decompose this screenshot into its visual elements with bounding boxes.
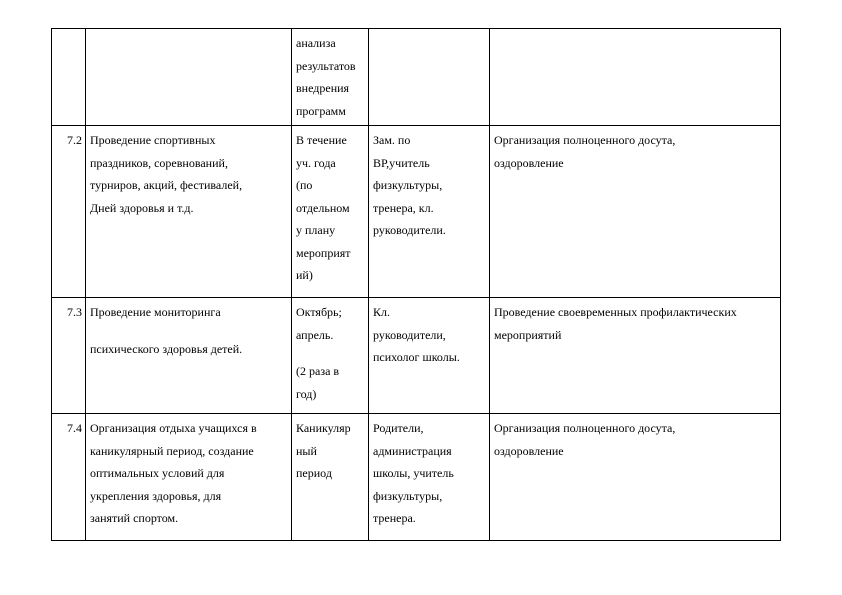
activity-line: Проведение мониторинга <box>90 305 221 319</box>
responsible-line: руководители, <box>373 327 446 342</box>
timing-line: (2 раза в <box>296 364 340 378</box>
result-line: Организация полноценного досута, <box>494 133 676 147</box>
activity-line: Проведение спортивных <box>90 133 216 147</box>
responsible-cell <box>369 414 490 541</box>
timing-line: период <box>296 466 332 480</box>
responsible-line: физкультуры, <box>373 488 443 503</box>
responsible-line: ВР,учитель <box>373 155 430 170</box>
activity-cell <box>86 298 292 414</box>
timing-line: (по <box>296 178 313 192</box>
timing-line: апрель. <box>296 327 334 342</box>
responsible-line: тренера, кл. <box>373 200 434 215</box>
result-line: Проведение своевременных профилактических <box>494 305 737 319</box>
row-number-cell <box>52 414 86 541</box>
timing-line: Октябрь; <box>296 305 342 319</box>
activity-line: занятий спортом. <box>90 511 179 525</box>
responsible-line: тренера. <box>373 511 416 525</box>
timing-line: программ <box>296 103 346 118</box>
responsible-line: Зам. по <box>373 133 411 147</box>
result-line: оздоровление <box>494 443 564 458</box>
responsible-cell <box>369 298 490 414</box>
timing-cell <box>292 414 369 541</box>
activity-line: праздников, соревнований, <box>90 155 228 170</box>
row-number-cell <box>52 29 86 126</box>
activity-cell <box>86 126 292 298</box>
table-row <box>52 298 781 414</box>
responsible-line: администрация <box>373 443 452 458</box>
activity-line: оптимальных условий для <box>90 466 225 480</box>
responsible-line: Кл. <box>373 305 390 319</box>
responsible-line: физкультуры, <box>373 178 443 192</box>
row-number: 7.3 <box>67 305 82 319</box>
timing-line: ный <box>296 443 317 458</box>
result-cell <box>490 126 781 298</box>
table-row <box>52 29 781 126</box>
activity-cell <box>86 29 292 126</box>
timing-line: внедрения <box>296 81 350 95</box>
responsible-cell <box>369 29 490 126</box>
timing-cell <box>292 29 369 126</box>
activities-table <box>51 28 781 541</box>
responsible-line: школы, учитель <box>373 466 454 480</box>
row-number: 7.2 <box>67 133 82 147</box>
result-cell <box>490 414 781 541</box>
result-line: оздоровление <box>494 155 564 170</box>
responsible-line: руководители. <box>373 223 446 237</box>
activity-line: турниров, акций, фестивалей, <box>90 178 243 192</box>
timing-line: Каникуляр <box>296 421 351 435</box>
activity-line: Организация отдыха учащихся в <box>90 421 257 435</box>
activity-line: психического здоровья детей. <box>90 341 243 356</box>
result-cell <box>490 298 781 414</box>
row-number-cell <box>52 126 86 298</box>
timing-line: результатов <box>296 58 356 73</box>
spacer <box>296 346 364 360</box>
spacer <box>90 324 287 338</box>
timing-line: анализа <box>296 36 336 50</box>
activity-line: каникулярный период, создание <box>90 443 254 458</box>
table-row <box>52 414 781 541</box>
activity-cell <box>86 414 292 541</box>
responsible-line: психолог школы. <box>373 350 460 364</box>
timing-line: уч. года <box>296 155 336 170</box>
timing-line: год) <box>296 386 317 401</box>
result-line: Организация полноценного досута, <box>494 421 676 435</box>
timing-line: у плану <box>296 223 336 237</box>
activity-line: укрепления здоровья, для <box>90 488 222 503</box>
row-number: 7.4 <box>67 421 82 435</box>
activity-line: Дней здоровья и т.д. <box>90 200 194 215</box>
responsible-line: Родители, <box>373 421 424 435</box>
timing-cell <box>292 126 369 298</box>
timing-cell <box>292 298 369 414</box>
row-number-cell <box>52 298 86 414</box>
timing-line: ий) <box>296 268 313 282</box>
table-row <box>52 126 781 298</box>
timing-line: отдельном <box>296 200 350 215</box>
timing-line: мероприят <box>296 245 351 260</box>
result-cell <box>490 29 781 126</box>
timing-line: В течение <box>296 133 347 147</box>
result-line: мероприятий <box>494 327 562 342</box>
responsible-cell <box>369 126 490 298</box>
